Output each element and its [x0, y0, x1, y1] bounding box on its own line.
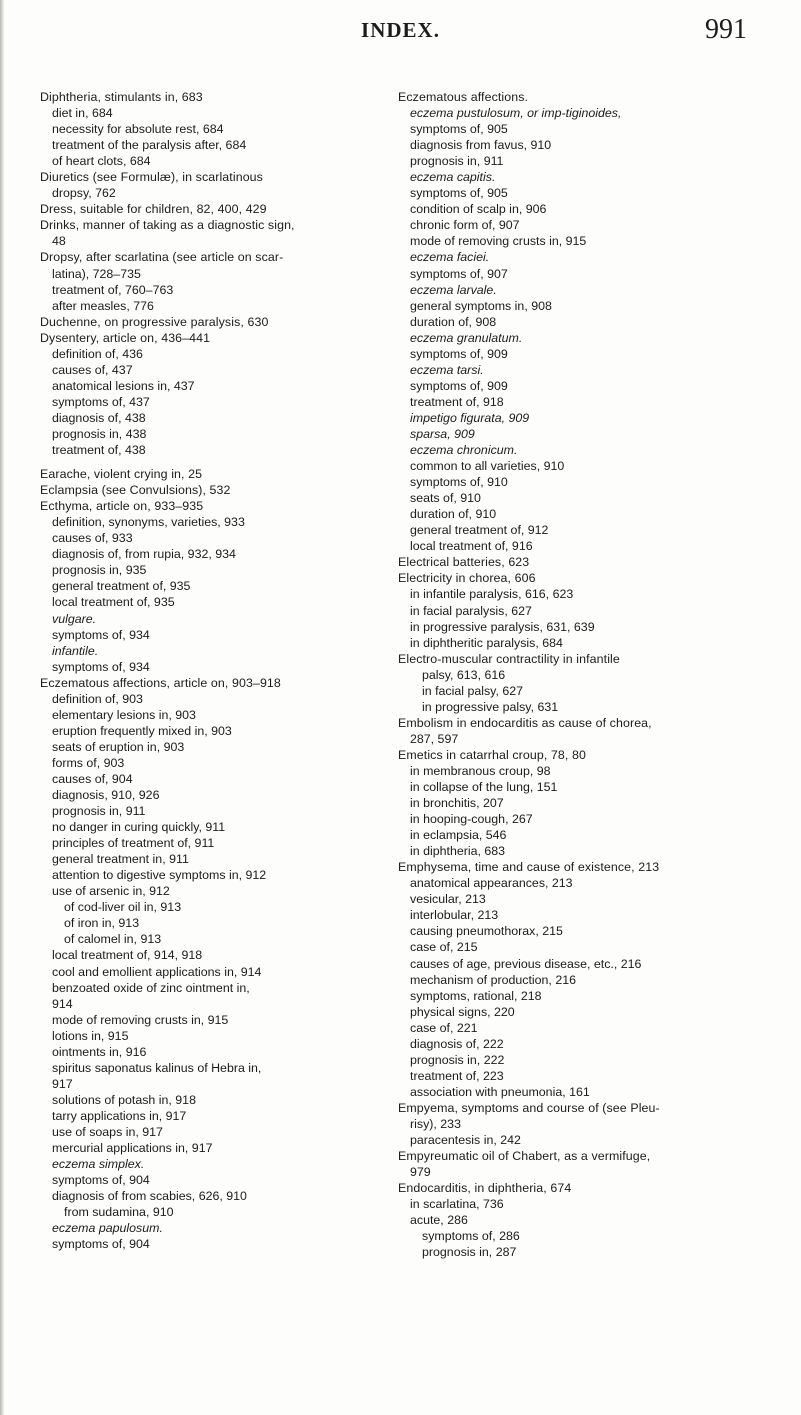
index-sub-entry: prognosis in, 911 — [52, 804, 146, 819]
index-sub-entry: in progressive paralysis, 631, 639 — [410, 619, 595, 634]
index-sub-entry: in diphtheria, 683 — [410, 844, 506, 859]
index-sub-entry: prognosis in, 287 — [422, 1245, 517, 1260]
index-heading-entry: Empyreumatic oil of Chabert, as a vermifuge, — [398, 1149, 651, 1164]
index-sub-entry: diagnosis from favus, 910 — [410, 138, 552, 153]
index-sub-entry: mode of removing crusts in, 915 — [52, 1012, 229, 1027]
index-sub-entry: vesicular, 213 — [410, 892, 486, 907]
index-sub-entry: eczema capitis. — [410, 170, 496, 185]
index-sub-entry: symptoms of, 907 — [410, 266, 508, 281]
index-heading-entry: Empyema, symptoms and course of (see Pleu- — [398, 1100, 660, 1115]
index-sub-entry: physical signs, 220 — [410, 1004, 515, 1019]
index-sub-entry: eczema chronicum. — [410, 443, 518, 458]
index-sub-entry: prognosis in, 935 — [52, 563, 147, 578]
index-sub-entry: prognosis in, 438 — [52, 426, 147, 441]
index-sub-entry: eczema tarsi. — [410, 362, 484, 377]
index-sub-entry: interlobular, 213 — [410, 908, 499, 923]
index-sub-entry: 48 — [52, 234, 66, 249]
index-heading-entry: Dysentery, article on, 436–441 — [40, 330, 211, 345]
index-section-gap — [40, 458, 395, 466]
page-number: 991 — [705, 14, 747, 45]
index-heading-entry: Endocarditis, in diphtheria, 674 — [398, 1181, 572, 1196]
index-sub-entry: symptoms of, 910 — [410, 475, 508, 490]
index-sub-entry: in diphtheritic paralysis, 684 — [410, 635, 563, 650]
index-sub-entry: case of, 221 — [410, 1020, 478, 1035]
index-heading-entry: Electricity in chorea, 606 — [398, 571, 536, 586]
index-sub-entry: anatomical appearances, 213 — [410, 876, 573, 891]
index-sub-entry: general treatment in, 911 — [52, 852, 189, 867]
index-sub-entry: diagnosis, 910, 926 — [52, 788, 160, 803]
index-sub-entry: in facial palsy, 627 — [422, 683, 524, 698]
index-sub-entry: 917 — [52, 1076, 73, 1091]
index-sub-entry: after measles, 776 — [52, 298, 154, 313]
index-sub-entry: case of, 215 — [410, 940, 478, 955]
index-sub-entry: definition of, 903 — [52, 691, 143, 706]
index-sub-entry: attention to digestive symptoms in, 912 — [52, 868, 267, 883]
index-sub-entry: eczema faciei. — [410, 250, 490, 265]
index-sub-entry: general treatment of, 935 — [52, 579, 191, 594]
index-sub-entry: 287, 597 — [410, 731, 459, 746]
index-sub-entry: principles of treatment of, 911 — [52, 836, 215, 851]
index-sub-entry: acute, 286 — [410, 1213, 468, 1228]
index-sub-entry: local treatment of, 914, 918 — [52, 948, 203, 963]
index-sub-entry: symptoms of, 909 — [410, 378, 508, 393]
index-sub-entry: dropsy, 762 — [52, 186, 116, 201]
index-heading-entry: Ecthyma, article on, 933–935 — [40, 499, 204, 514]
index-column-left — [40, 89, 395, 1252]
index-sub-entry: mercurial applications in, 917 — [52, 1141, 213, 1156]
index-sub-entry: use of arsenic in, 912 — [52, 884, 170, 899]
index-sub-entry: impetigo figurata, 909 — [410, 410, 530, 425]
index-sub-entry: condition of scalp in, 906 — [410, 202, 547, 217]
index-sub-entry: anatomical lesions in, 437 — [52, 378, 195, 393]
index-sub-entry: in eclampsia, 546 — [410, 828, 507, 843]
index-sub-entry: symptoms of, 904 — [52, 1237, 150, 1252]
index-sub-entry: latina), 728–735 — [52, 266, 141, 281]
index-sub-entry: diagnosis of, 438 — [52, 410, 146, 425]
index-sub-entry: causes of age, previous disease, etc., 216 — [410, 956, 642, 971]
index-sub-entry: ointments in, 916 — [52, 1044, 147, 1059]
index-sub-entry: mechanism of production, 216 — [410, 972, 576, 987]
index-heading-entry: Earache, violent crying in, 25 — [40, 467, 203, 482]
index-sub-entry: symptoms of, 905 — [410, 186, 508, 201]
index-sub-entry: chronic form of, 907 — [410, 218, 520, 233]
index-heading-entry: Eclampsia (see Convulsions), 532 — [40, 483, 231, 498]
index-sub-entry: causes of, 933 — [52, 531, 133, 546]
index-sub-entry: no danger in curing quickly, 911 — [52, 820, 226, 835]
index-sub-entry: seats of, 910 — [410, 491, 481, 506]
page-header — [0, 14, 801, 44]
index-sub-entry: eruption frequently mixed in, 903 — [52, 723, 232, 738]
index-heading-entry: Diphtheria, stimulants in, 683 — [40, 90, 203, 104]
index-heading-entry: Emphysema, time and cause of existence, 213 — [398, 860, 660, 875]
index-sub-entry: general symptoms in, 908 — [410, 298, 552, 313]
index-sub-entry: in hooping-cough, 267 — [410, 812, 533, 827]
index-sub-entry: spiritus saponatus kalinus of Hebra in, — [52, 1060, 262, 1075]
index-sub-entry: local treatment of, 935 — [52, 595, 175, 610]
index-sub-entry: in collapse of the lung, 151 — [410, 780, 558, 795]
index-sub-entry: eczema simplex. — [52, 1157, 145, 1172]
index-sub-entry: cool and emollient applications in, 914 — [52, 964, 262, 979]
index-sub-entry: duration of, 910 — [410, 507, 497, 522]
index-heading-entry: Drinks, manner of taking as a diagnostic sign, — [40, 218, 295, 233]
index-sub-entry: elementary lesions in, 903 — [52, 707, 196, 722]
index-heading-entry: Duchenne, on progressive paralysis, 630 — [40, 314, 269, 329]
index-sub-entry: definition, synonyms, varieties, 933 — [52, 515, 245, 530]
index-sub-entry: in progressive palsy, 631 — [422, 699, 559, 714]
index-sub-entry: diagnosis of from scabies, 626, 910 — [52, 1189, 247, 1204]
index-heading-entry: Dress, suitable for children, 82, 400, 429 — [40, 202, 267, 217]
index-sub-entry: symptoms of, 905 — [410, 122, 508, 137]
index-sub-entry: eczema pustulosum, or imp-tiginoides, — [410, 106, 622, 121]
index-sub-entry: duration of, 908 — [410, 314, 497, 329]
index-sub-entry: symptoms of, 437 — [52, 394, 150, 409]
index-sub-entry: treatment of, 438 — [52, 443, 146, 458]
index-sub-entry: use of soaps in, 917 — [52, 1125, 163, 1139]
index-sub-entry: symptoms of, 909 — [410, 346, 508, 361]
index-sub-entry: causes of, 904 — [52, 771, 133, 786]
index-sub-entry: of calomel in, 913 — [64, 932, 162, 947]
index-sub-entry: association with pneumonia, 161 — [410, 1084, 590, 1099]
index-sub-entry: in infantile paralysis, 616, 623 — [410, 587, 574, 602]
index-heading-entry: Emetics in catarrhal croup, 78, 80 — [398, 747, 586, 762]
index-sub-entry: risy), 233 — [410, 1117, 461, 1131]
index-heading-entry: Electro-muscular contractility in infantile — [398, 651, 620, 666]
index-sub-entry: treatment of, 223 — [410, 1068, 504, 1083]
index-sub-entry: seats of eruption in, 903 — [52, 739, 185, 754]
index-sub-entry: definition of, 436 — [52, 346, 143, 361]
index-sub-entry: of iron in, 913 — [64, 916, 140, 931]
index-column-right — [398, 89, 798, 1260]
index-sub-entry: lotions in, 915 — [52, 1028, 129, 1043]
index-sub-entry: diagnosis of, from rupia, 932, 934 — [52, 547, 236, 562]
index-sub-entry: sparsa, 909 — [410, 426, 475, 441]
index-sub-entry: paracentesis in, 242 — [410, 1133, 521, 1148]
index-heading-entry: Embolism in endocarditis as cause of chorea, — [398, 715, 652, 730]
index-sub-entry: of heart clots, 684 — [52, 154, 151, 169]
running-title: INDEX. — [361, 18, 440, 42]
index-heading-entry: Electrical batteries, 623 — [398, 555, 530, 570]
index-sub-entry: eczema larvale. — [410, 282, 497, 297]
index-sub-entry: eczema papulosum. — [52, 1221, 163, 1236]
index-sub-entry: treatment of, 760–763 — [52, 282, 174, 297]
index-sub-entry: 914 — [52, 996, 73, 1011]
index-sub-entry: necessity for absolute rest, 684 — [52, 122, 224, 137]
index-sub-entry: treatment of, 918 — [410, 394, 504, 409]
index-sub-entry: 979 — [410, 1165, 431, 1180]
index-sub-entry: symptoms of, 904 — [52, 1173, 150, 1188]
index-sub-entry: palsy, 613, 616 — [422, 667, 506, 682]
index-sub-entry: causes of, 437 — [52, 362, 133, 377]
index-sub-entry: infantile. — [52, 643, 99, 658]
index-sub-entry: solutions of potash in, 918 — [52, 1092, 196, 1107]
index-sub-entry: vulgare. — [52, 611, 97, 626]
index-sub-entry: in scarlatina, 736 — [410, 1197, 504, 1212]
index-sub-entry: symptoms, rational, 218 — [410, 988, 542, 1003]
index-sub-entry: general treatment of, 912 — [410, 523, 549, 538]
index-sub-entry: symptoms of, 286 — [422, 1229, 520, 1244]
index-sub-entry: in bronchitis, 207 — [410, 796, 504, 811]
index-sub-entry: causing pneumothorax, 215 — [410, 924, 563, 939]
index-sub-entry: prognosis in, 911 — [410, 154, 504, 169]
index-sub-entry: common to all varieties, 910 — [410, 459, 565, 474]
index-sub-entry: diet in, 684 — [52, 106, 113, 121]
index-sub-entry: eczema granulatum. — [410, 330, 523, 345]
index-sub-entry: prognosis in, 222 — [410, 1052, 505, 1067]
index-sub-entry: diagnosis of, 222 — [410, 1036, 504, 1051]
index-sub-entry: forms of, 903 — [52, 755, 125, 770]
index-sub-entry: in membranous croup, 98 — [410, 763, 551, 778]
index-heading-entry: Diuretics (see Formulæ), in scarlatinous — [40, 170, 263, 185]
index-heading-entry: Eczematous affections. — [398, 90, 529, 104]
index-sub-entry: tarry applications in, 917 — [52, 1108, 187, 1123]
index-heading-entry: Dropsy, after scarlatina (see article on scar- — [40, 250, 284, 265]
index-sub-entry: of cod-liver oil in, 913 — [64, 900, 182, 915]
index-sub-entry: local treatment of, 916 — [410, 539, 533, 554]
index-sub-entry: treatment of the paralysis after, 684 — [52, 138, 247, 153]
index-sub-entry: symptoms of, 934 — [52, 627, 150, 642]
index-sub-entry: mode of removing crusts in, 915 — [410, 234, 587, 249]
index-sub-entry: in facial paralysis, 627 — [410, 603, 532, 618]
index-sub-entry: benzoated oxide of zinc ointment in, — [52, 980, 250, 995]
index-sub-entry: from sudamina, 910 — [64, 1205, 174, 1220]
binding-edge — [0, 0, 4, 1415]
index-sub-entry: symptoms of, 934 — [52, 659, 150, 674]
index-heading-entry: Eczematous affections, article on, 903–918 — [40, 675, 281, 690]
